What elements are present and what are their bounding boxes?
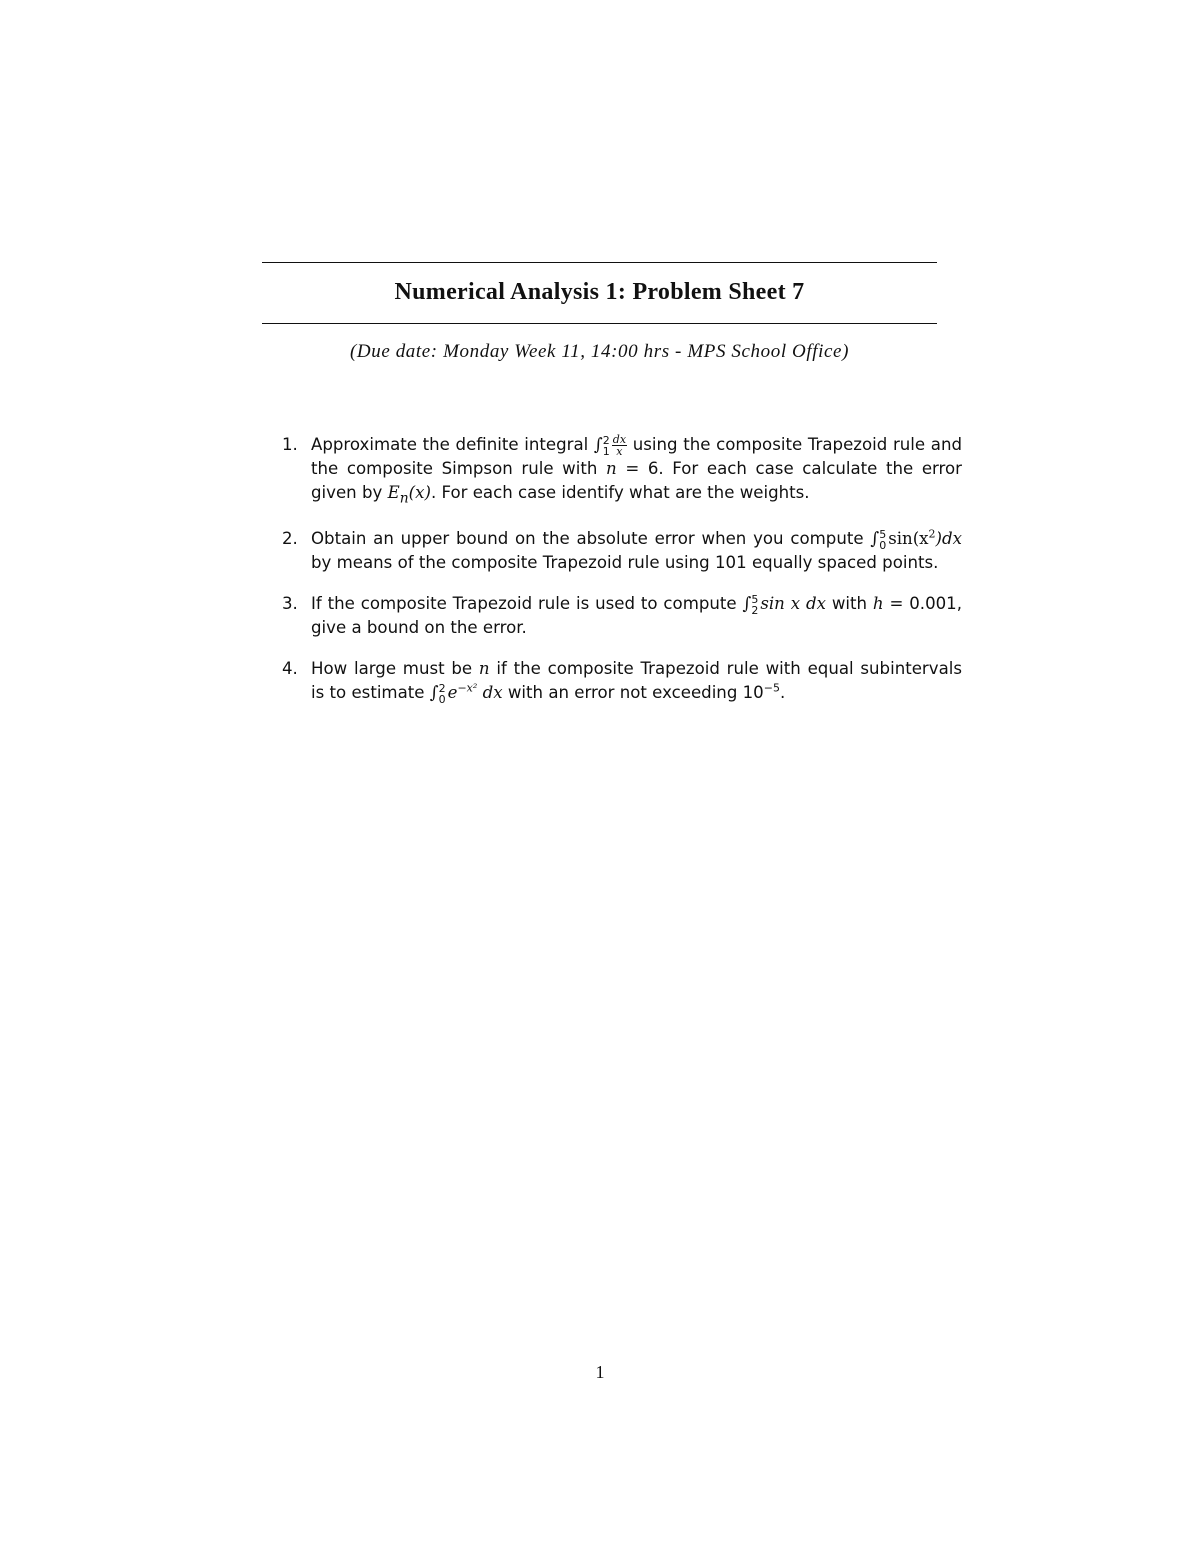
problem-number: 3. bbox=[282, 594, 298, 614]
problem-number: 2. bbox=[282, 529, 298, 549]
problem-2 bbox=[282, 527, 962, 575]
fraction: $\frac{dx}{x}$ bbox=[612, 433, 627, 458]
integral-limits: 5 0 bbox=[879, 527, 887, 552]
integral-sign: ∫ bbox=[870, 529, 880, 550]
integral-limits: 5 2 bbox=[751, 592, 759, 617]
problem-3 bbox=[282, 592, 962, 640]
integral-sign: ∫ bbox=[429, 683, 439, 704]
due-date-note: (Due date: Monday Week 11, 14:00 hrs - MPS School Office) bbox=[349, 341, 850, 362]
integral-sign: ∫ bbox=[593, 435, 603, 455]
problem-number: 4. bbox=[282, 659, 298, 679]
integral-limits: 2 1 bbox=[602, 433, 610, 458]
problem-text: Approximate the definite integral ∫ 2 1 $\frac{dx}{x}$ using the composite Trapezoid rule and the composite Simpson rule with n = 6. For each case calculate the error given by $E_n(x)$. For each case identify what are the weights. bbox=[311, 433, 962, 507]
problem-1 bbox=[282, 433, 962, 510]
problem-text: How large must be n if the composite Trapezoid rule with equal subintervals is to estimate ∫ 2 0 $e^{-x^2}$ dx with an error not exceeding $10^{-5}$. bbox=[311, 659, 962, 706]
problem-number: 1. bbox=[282, 435, 298, 454]
page-number: 1 bbox=[595, 1362, 605, 1382]
problem-list bbox=[282, 433, 962, 722]
integral-sign: ∫ bbox=[742, 594, 752, 615]
problem-4 bbox=[282, 657, 962, 705]
header-rule-bottom bbox=[262, 323, 937, 324]
problem-text: If the composite Trapezoid rule is used to compute ∫ 5 2 sin x dx with h = 0.001, give a bound on the error. bbox=[311, 592, 963, 638]
page-title: Numerical Analysis 1: Problem Sheet 7 bbox=[394, 279, 805, 305]
problem-text: Obtain an upper bound on the absolute error when you compute ∫ 5 0 $\sin(x^2)dx$ by means of the composite Trapezoid rule using 101 equally spaced points. bbox=[311, 527, 962, 573]
header-rule-top bbox=[262, 262, 937, 263]
integral-limits: 2 0 bbox=[438, 681, 446, 706]
